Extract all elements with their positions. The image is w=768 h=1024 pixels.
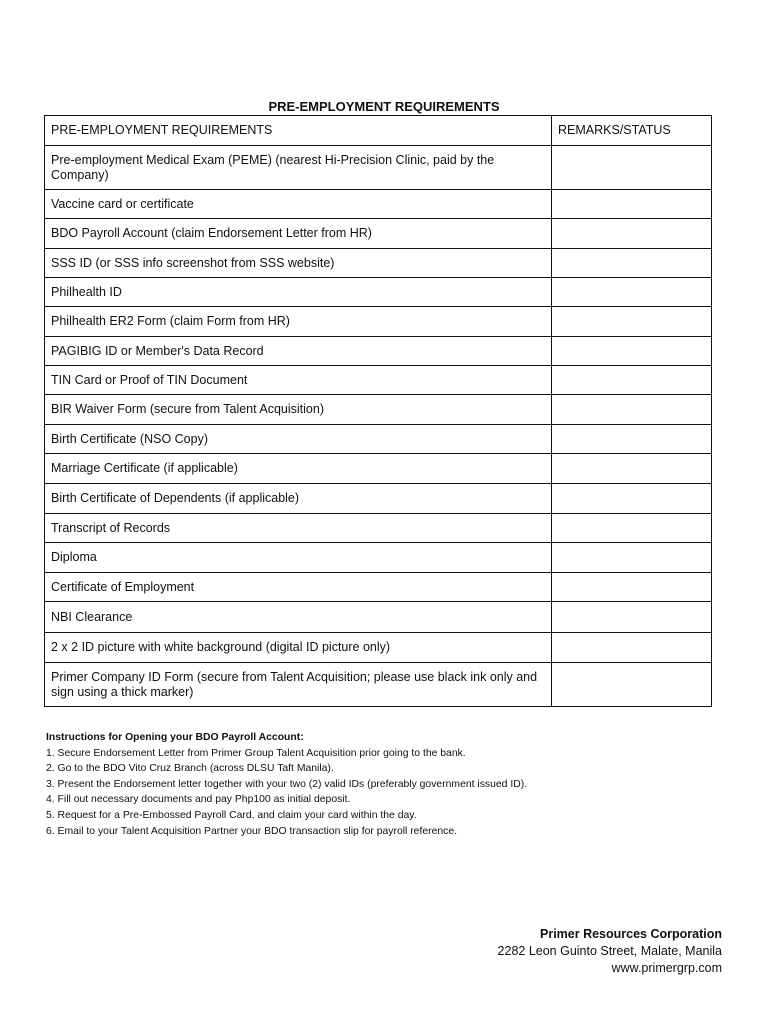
bdo-instructions [46, 730, 726, 839]
requirement-cell: Primer Company ID Form (secure from Talent Acquisition; please use black ink only and sign using a thick marker) [45, 663, 552, 707]
remarks-cell [552, 425, 712, 454]
remarks-cell [552, 633, 712, 663]
table-row [45, 366, 712, 395]
remarks-cell [552, 307, 712, 337]
requirement-cell: Marriage Certificate (if applicable) [45, 454, 552, 484]
instruction-step: 5. Request for a Pre-Embossed Payroll Card, and claim your card within the day. [46, 809, 417, 821]
requirement-cell: Vaccine card or certificate [45, 190, 552, 219]
company-footer [498, 926, 722, 977]
remarks-cell [552, 454, 712, 484]
instruction-step: 1. Secure Endorsement Letter from Primer Group Talent Acquisition prior going to the bank. [46, 747, 466, 759]
instruction-step: 2. Go to the BDO Vito Cruz Branch (across DLSU Taft Manila). [46, 763, 334, 775]
requirement-cell: Birth Certificate (NSO Copy) [45, 425, 552, 454]
table-row [45, 219, 712, 249]
company-address: 2282 Leon Guinto Street, Malate, Manila [497, 944, 722, 958]
remarks-cell [552, 249, 712, 278]
requirement-cell: SSS ID (or SSS info screenshot from SSS website) [45, 249, 552, 278]
remarks-cell [552, 395, 712, 425]
table-row [45, 395, 712, 425]
table-row [45, 190, 712, 219]
table-row [45, 514, 712, 543]
instructions-heading: Instructions for Opening your BDO Payroll Account: [46, 732, 304, 743]
remarks-cell [552, 663, 712, 707]
table-row [45, 249, 712, 278]
requirement-cell: BIR Waiver Form (secure from Talent Acquisition) [45, 395, 552, 425]
table-row [45, 543, 712, 573]
remarks-cell [552, 573, 712, 602]
requirement-cell: BDO Payroll Account (claim Endorsement Letter from HR) [45, 219, 552, 249]
requirement-cell: PAGIBIG ID or Member's Data Record [45, 337, 552, 366]
company-website: www.primergrp.com [611, 961, 722, 975]
remarks-cell [552, 337, 712, 366]
requirement-cell: Transcript of Records [45, 514, 552, 543]
table-row [45, 337, 712, 366]
header-requirements: PRE-EMPLOYMENT REQUIREMENTS [45, 116, 552, 146]
requirement-cell: Pre-employment Medical Exam (PEME) (nearest Hi-Precision Clinic, paid by the Company) [45, 146, 552, 190]
remarks-cell [552, 366, 712, 395]
table-row [45, 146, 712, 190]
table-row [45, 425, 712, 454]
table-row [45, 633, 712, 663]
table-row [45, 602, 712, 633]
requirement-cell: Philhealth ID [45, 278, 552, 307]
company-name: Primer Resources Corporation [540, 927, 722, 941]
instruction-step: 3. Present the Endorsement letter together with your two (2) valid IDs (preferably government issued ID). [46, 778, 528, 790]
remarks-cell [552, 278, 712, 307]
requirement-cell: 2 x 2 ID picture with white background (digital ID picture only) [45, 633, 552, 663]
instruction-step: 4. Fill out necessary documents and pay Php100 as initial deposit. [46, 794, 351, 806]
remarks-cell [552, 219, 712, 249]
requirement-cell: NBI Clearance [45, 602, 552, 633]
instruction-step: 6. Email to your Talent Acquisition Partner your BDO transaction slip for payroll reference. [46, 825, 458, 837]
requirement-cell: Birth Certificate of Dependents (if applicable) [45, 484, 552, 514]
requirement-cell: Diploma [45, 543, 552, 573]
table-row [45, 663, 712, 707]
table-row [45, 307, 712, 337]
remarks-cell [552, 484, 712, 514]
remarks-cell [552, 190, 712, 219]
document-title: PRE-EMPLOYMENT REQUIREMENTS [268, 99, 500, 114]
table-row [45, 484, 712, 514]
remarks-cell [552, 146, 712, 190]
remarks-cell [552, 514, 712, 543]
remarks-cell [552, 602, 712, 633]
requirements-table [44, 115, 712, 707]
header-remarks-status: REMARKS/STATUS [552, 116, 712, 146]
table-header-row [45, 116, 712, 146]
requirement-cell: TIN Card or Proof of TIN Document [45, 366, 552, 395]
requirement-cell: Certificate of Employment [45, 573, 552, 602]
remarks-cell [552, 543, 712, 573]
requirement-cell: Philhealth ER2 Form (claim Form from HR) [45, 307, 552, 337]
table-row [45, 454, 712, 484]
table-row [45, 573, 712, 602]
table-row [45, 278, 712, 307]
